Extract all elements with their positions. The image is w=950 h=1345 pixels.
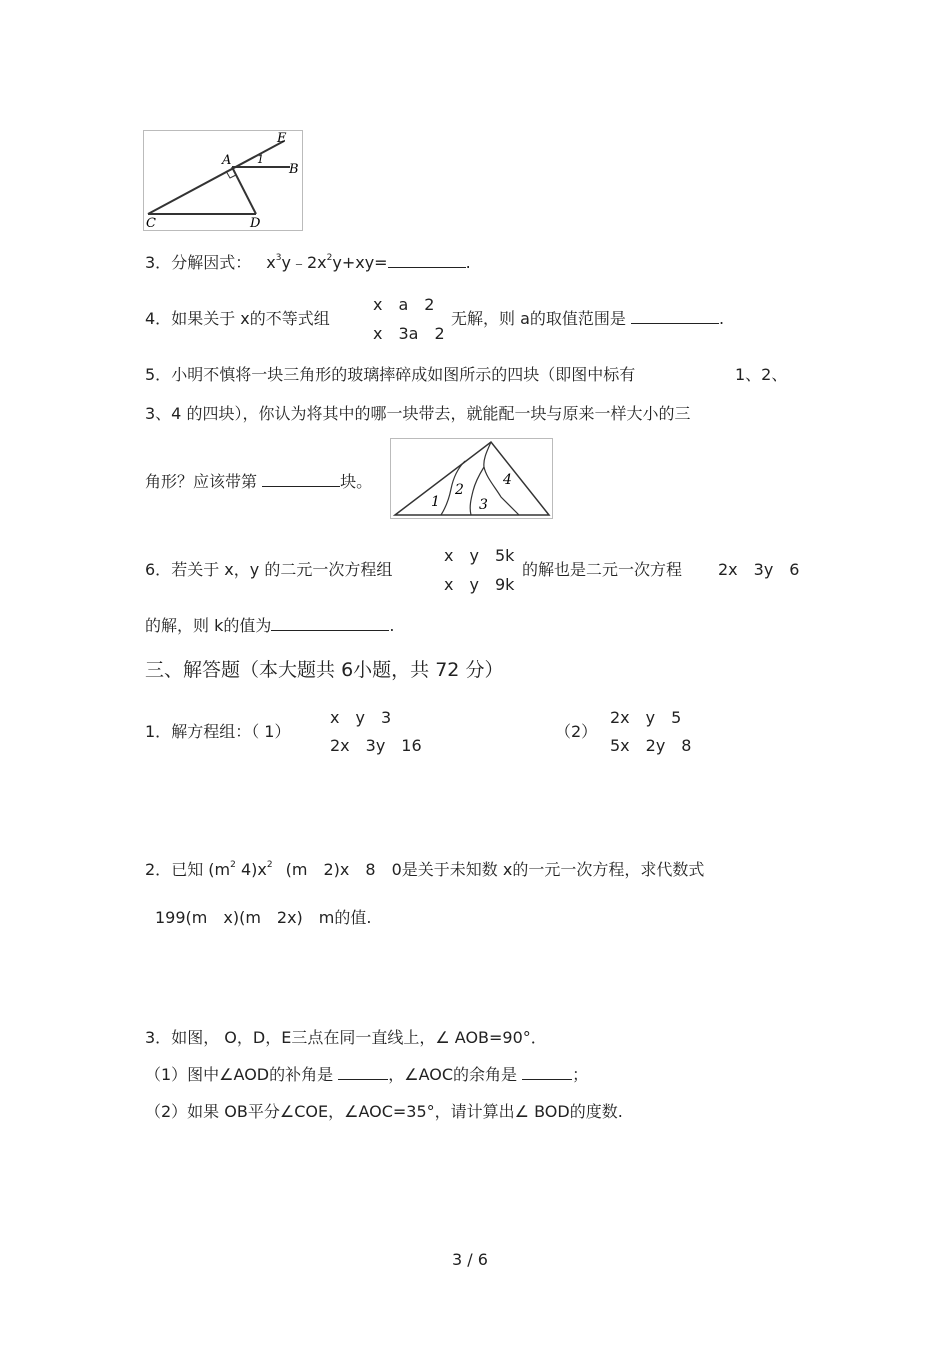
a3-sub1-blank1[interactable] (338, 1065, 388, 1080)
piece-2-label: 2 (455, 482, 464, 498)
q3-end: . (465, 253, 471, 272)
q4-system-row2: x 3a 2 (373, 324, 445, 343)
a2-expr-c: (m 2)x 8 0 (285, 860, 402, 879)
q6-system-row2: x y 9k (444, 575, 515, 594)
q5-line1-tail: 1、2、 (735, 365, 788, 384)
label-angle-1: 1 (257, 153, 264, 166)
figure-broken-triangle (390, 438, 553, 519)
q4-end: . (719, 309, 725, 328)
figure-angle-diagram (143, 130, 303, 231)
a1-system1-row1: x y 3 (330, 708, 392, 727)
q3-number: 3． (145, 253, 172, 272)
a3-end: ． (530, 1028, 547, 1047)
a3-angle: AOB=90° (454, 1028, 531, 1047)
a3-sub2-b: OB (224, 1102, 248, 1121)
piece-1-label: 1 (431, 494, 440, 510)
a2-text: 已知 (171, 860, 204, 879)
q5-answer-blank[interactable] (262, 472, 340, 487)
q3-expr-a: x (266, 253, 276, 272)
q6-end: . (389, 616, 395, 635)
q6-text-b: 的二元一次方程组 (264, 560, 393, 579)
section-3-mid: 小题，共 (353, 659, 430, 681)
a2-line2-tail: 的值. (334, 908, 372, 927)
piece-3-label: 3 (479, 497, 488, 513)
a3-sub1-blank2[interactable] (522, 1065, 572, 1080)
label-e: E (277, 131, 287, 146)
a2-expr-b: 4)x (240, 860, 267, 879)
q5-line3-b: 块。 (340, 472, 373, 491)
q5-line2: 3、4 的四块），你认为将其中的哪一块带去，就能配一块与原来一样大小的三 (145, 404, 691, 423)
a3-sub1-e: AOC (418, 1065, 454, 1084)
q4-answer-blank[interactable] (631, 309, 719, 324)
a1-text: 解方程组：（ (171, 722, 260, 741)
question-3 (145, 250, 471, 273)
a3-sub2-e: ，∠ (328, 1102, 359, 1121)
a3-sub2-g: ，请计算出∠ (434, 1102, 530, 1121)
q4-var-a: a (520, 309, 530, 328)
a2-line2 (155, 905, 371, 928)
a2-text-c: 的一元一次方程，求代数式 (512, 860, 705, 879)
a3-sub1-c: 的补角是 (269, 1065, 334, 1084)
q5-line3-a: 角形？应该带第 (145, 472, 258, 491)
section-3-score: 72 (435, 659, 460, 681)
q3-expr-b: y﹣2x (281, 253, 327, 272)
a1-system2-row2: 5x 2y 8 (610, 736, 692, 755)
q3-answer-blank[interactable] (388, 253, 466, 268)
q4-text-b: 的不等式组 (249, 309, 330, 328)
q4-var-x: x (240, 309, 250, 328)
triangle-svg (391, 439, 552, 518)
a3-sub1-b: AOD (233, 1065, 270, 1084)
a3-number: 3． (145, 1028, 172, 1047)
q3-text: 分解因式： (171, 253, 252, 272)
a3-sub1-a: （1）图中∠ (145, 1065, 234, 1084)
label-a: A (222, 153, 232, 168)
a2-var-x: x (502, 860, 513, 879)
q6-number: 6． (145, 560, 172, 579)
q3-expr-c: y+xy= (332, 253, 388, 272)
q6-line2-b: 的值为 (223, 616, 272, 635)
section-3-count: 6 (341, 659, 354, 681)
a2-text-b: 是关于未知数 (401, 860, 498, 879)
q6-line2 (145, 613, 394, 636)
a1-part1-label: 1） (264, 722, 291, 741)
a3-points: O，D，E (224, 1028, 292, 1047)
piece-4-label: 4 (503, 472, 512, 488)
q4-text-a: 如果关于 (171, 309, 236, 328)
section-3-title: 三、解答题（本大题共 (145, 659, 336, 681)
q4-tail (451, 306, 724, 329)
a3-sub1-f: 的余角是 (453, 1065, 518, 1084)
q6-answer-blank[interactable] (271, 616, 389, 631)
label-d: D (250, 216, 261, 230)
section-3-heading (145, 655, 503, 682)
a1-system1-row2: 2x 3y 16 (330, 736, 422, 755)
a2-sup-b: 2 (266, 860, 273, 870)
a3-sub2 (145, 1099, 623, 1122)
q4-system-row1: x a 2 (373, 295, 435, 314)
label-c: C (146, 216, 156, 230)
q6-var-k: k (214, 616, 224, 635)
answer-question-3 (145, 1025, 547, 1048)
a3-sub2-a: （2）如果 (145, 1102, 220, 1121)
a2-number: 2． (145, 860, 172, 879)
q6-text-a: 若关于 (171, 560, 220, 579)
q5-line1: 小明不慎将一块三角形的玻璃摔碎成如图所示的四块（即图中标有 (171, 365, 636, 384)
page-current: 3 (452, 1250, 463, 1269)
a3-sub1-g: ； (572, 1065, 589, 1084)
page-separator: / (467, 1250, 473, 1269)
a3-sub2-c: 平分∠ (247, 1102, 295, 1121)
label-b: B (289, 162, 299, 177)
a1-number: 1． (145, 722, 172, 741)
q4-number: 4． (145, 309, 172, 328)
a3-sub2-f: AOC=35° (358, 1102, 435, 1121)
a3-sub2-h: BOD (534, 1102, 570, 1121)
page-total: 6 (477, 1250, 488, 1269)
q3-sup-a: 3 (275, 253, 282, 263)
q6-system-row1: x y 5k (444, 546, 515, 565)
a2-sup-a: 2 (230, 860, 236, 870)
section-3-tail: 分） (465, 659, 504, 681)
q5-line3 (145, 469, 372, 492)
a1-part2-label: （2） (555, 722, 598, 741)
page-number (452, 1250, 488, 1269)
q5-number: 5． (145, 365, 172, 384)
q6-text-c: 的解也是二元一次方程 (522, 560, 683, 579)
question-4 (145, 306, 330, 329)
q4-text-c: 无解，则 (451, 309, 516, 328)
answer-question-1 (145, 719, 290, 742)
q6-vars: x，y (224, 560, 260, 579)
a2-line2-expr: 199(m x)(m 2x) m (155, 908, 335, 927)
q4-text-d: 的取值范围是 (529, 309, 626, 328)
a1-system2-row1: 2x y 5 (610, 708, 682, 727)
a3-text-a: 如图， (171, 1028, 220, 1047)
figure-angle-svg (144, 131, 302, 230)
a2-expr-a: (m (208, 860, 231, 879)
question-5-line1 (145, 362, 635, 385)
q3-sup-b: 2 (326, 253, 333, 263)
a3-sub1 (145, 1062, 588, 1085)
a3-text-b: 三点在同一直线上，∠ (291, 1028, 450, 1047)
q6-equation: 2x 3y 6 (718, 560, 800, 579)
a3-sub2-i: 的度数. (569, 1102, 623, 1121)
a3-sub1-d: ，∠ (388, 1065, 419, 1084)
q6-line2-a: 的解，则 (145, 616, 210, 635)
question-6 (145, 557, 392, 580)
answer-question-2 (145, 857, 704, 880)
a3-sub2-d: COE (294, 1102, 329, 1121)
